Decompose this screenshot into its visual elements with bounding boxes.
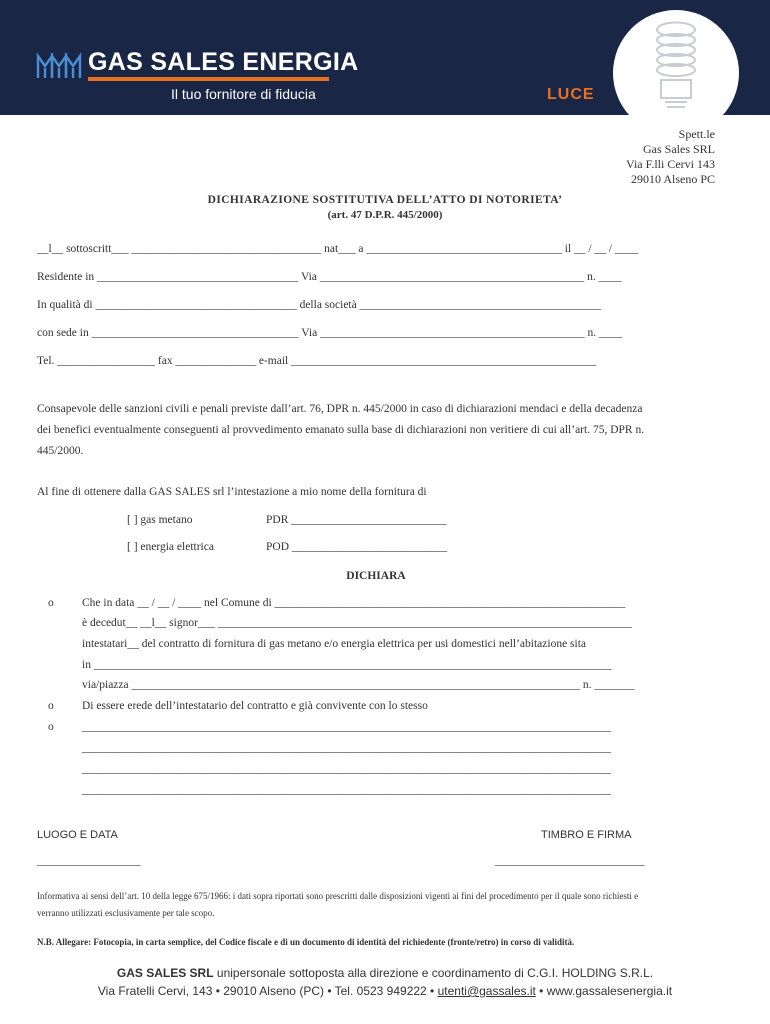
field-line-contatti[interactable]: Tel. _________________ fax ______________ e-mail _____________________________________________________: [37, 355, 596, 367]
field-line-qualita[interactable]: In qualità di ___________________________________ della società __________________________________________: [37, 299, 602, 311]
declaration-blank-line[interactable]: ____________________________________________________________________________________________: [82, 721, 611, 733]
brand-name: GAS SALES ENERGIA: [88, 48, 359, 76]
bulb-badge: [613, 10, 739, 115]
recipient-address: [626, 127, 715, 187]
consapevole-line: 445/2000.: [37, 445, 84, 457]
purpose-text: Al fine di ottenere dalla GAS SALES srl l’intestazione a mio nome della fornitura di: [37, 486, 427, 498]
declaration-blank-line[interactable]: ____________________________________________________________________________________________: [82, 784, 611, 796]
luce-label: LUCE: [547, 86, 595, 103]
brand-underline: [88, 77, 329, 81]
consapevole-line: Consapevole delle sanzioni civili e penali previste dall’art. 76, DPR n. 445/2000 in caso di dichiarazioni mendaci e della decadenza: [37, 403, 643, 415]
dichiara-heading: DICHIARA: [346, 570, 406, 582]
informativa-line: verranno utilizzati esclusivamente per tale scopo.: [37, 908, 215, 918]
declaration-line[interactable]: via/piazza ______________________________________________________________________________ n. _______: [82, 679, 635, 691]
light-bulb-icon: [613, 10, 739, 115]
brand-tagline: Il tuo fornitore di fiducia: [171, 86, 316, 102]
bullet-icon: o: [48, 597, 54, 609]
declaration-line[interactable]: in __________________________________________________________________________________________: [82, 659, 612, 671]
footer-address: Via Fratelli Cervi, 143 • 29010 Alseno (PC) • Tel. 0523 949222 •: [97, 984, 438, 998]
footer-company-line: [0, 966, 770, 980]
bullet-icon: o: [48, 700, 54, 712]
gas-metano-checkbox[interactable]: [ ] gas metano: [127, 514, 193, 526]
pod-field[interactable]: POD ___________________________: [266, 541, 448, 553]
declaration-blank-line[interactable]: ____________________________________________________________________________________________: [82, 742, 611, 754]
stamp-signature-label: TIMBRO E FIRMA: [541, 829, 632, 841]
bullet-icon: o: [48, 721, 54, 733]
consapevole-line: dei benefici eventualmente conseguenti al provvedimento emanato sulla base di dichiarazioni non veritiere di cui all’art. 75, DPR n.: [37, 424, 645, 436]
recipient-line: Spett.le: [678, 127, 715, 141]
field-line-sede[interactable]: con sede in ____________________________________ Via ______________________________________________ n. ____: [37, 327, 622, 339]
field-line-sottoscritto[interactable]: __l__ sottoscritt___ _________________________________ nat___ a __________________________________ il __ / __ / ____: [37, 243, 638, 255]
field-line-residente[interactable]: Residente in ___________________________________ Via ______________________________________________ n. ____: [37, 271, 622, 283]
header-banner: [0, 0, 770, 115]
recipient-line: 29010 Alseno PC: [630, 172, 715, 186]
recipient-line: Via F.lli Cervi 143: [626, 157, 715, 171]
document-subtitle: (art. 47 D.P.R. 445/2000): [327, 209, 443, 221]
footer-company-name: GAS SALES SRL: [116, 966, 214, 980]
place-date-field[interactable]: __________________: [37, 855, 141, 867]
footer-address-line: [0, 984, 770, 998]
footer-company-text: unipersonale sottoposta alla direzione e coordinamento di C.G.I. HOLDING S.R.L.: [213, 966, 654, 980]
nb-note: N.B. Allegare: Fotocopia, in carta semplice, del Codice fiscale e di un documento di identità del richiedente (fronte/retro) in corso di validità.: [37, 937, 575, 947]
footer-website[interactable]: • www.gassalesenergia.it: [535, 984, 673, 998]
declaration-blank-line[interactable]: ____________________________________________________________________________________________: [82, 763, 611, 775]
declaration-line: intestatari__ del contratto di fornitura di gas metano e/o energia elettrica per usi domestici nell’abitazione sita: [82, 638, 587, 650]
document-title: DICHIARAZIONE SOSTITUTIVA DELL’ATTO DI NOTORIETA’: [207, 194, 563, 206]
gas-sales-logo-icon: [36, 50, 82, 82]
recipient-line: Gas Sales SRL: [643, 142, 715, 156]
informativa-line: Informativa ai sensi dell’art. 10 della legge 675/1966: i dati sopra riportati sono prescritti dalle disposizioni vigenti ai fini del procedimento per il quale sono richiesti e: [37, 891, 639, 901]
pdr-field[interactable]: PDR ___________________________: [266, 514, 447, 526]
declaration-line: Di essere erede dell’intestatario del contratto e già convivente con lo stesso: [82, 700, 428, 712]
place-date-label: LUOGO E DATA: [37, 829, 118, 841]
footer-email-link[interactable]: utenti@gassales.it: [437, 984, 536, 998]
stamp-signature-field[interactable]: __________________________: [495, 855, 645, 867]
declaration-line[interactable]: è decedut__ __l__ signor___ ________________________________________________________________________: [82, 617, 633, 629]
declaration-line[interactable]: Che in data __ / __ / ____ nel Comune di _____________________________________________________________: [82, 597, 626, 609]
energia-elettrica-checkbox[interactable]: [ ] energia elettrica: [127, 541, 214, 553]
